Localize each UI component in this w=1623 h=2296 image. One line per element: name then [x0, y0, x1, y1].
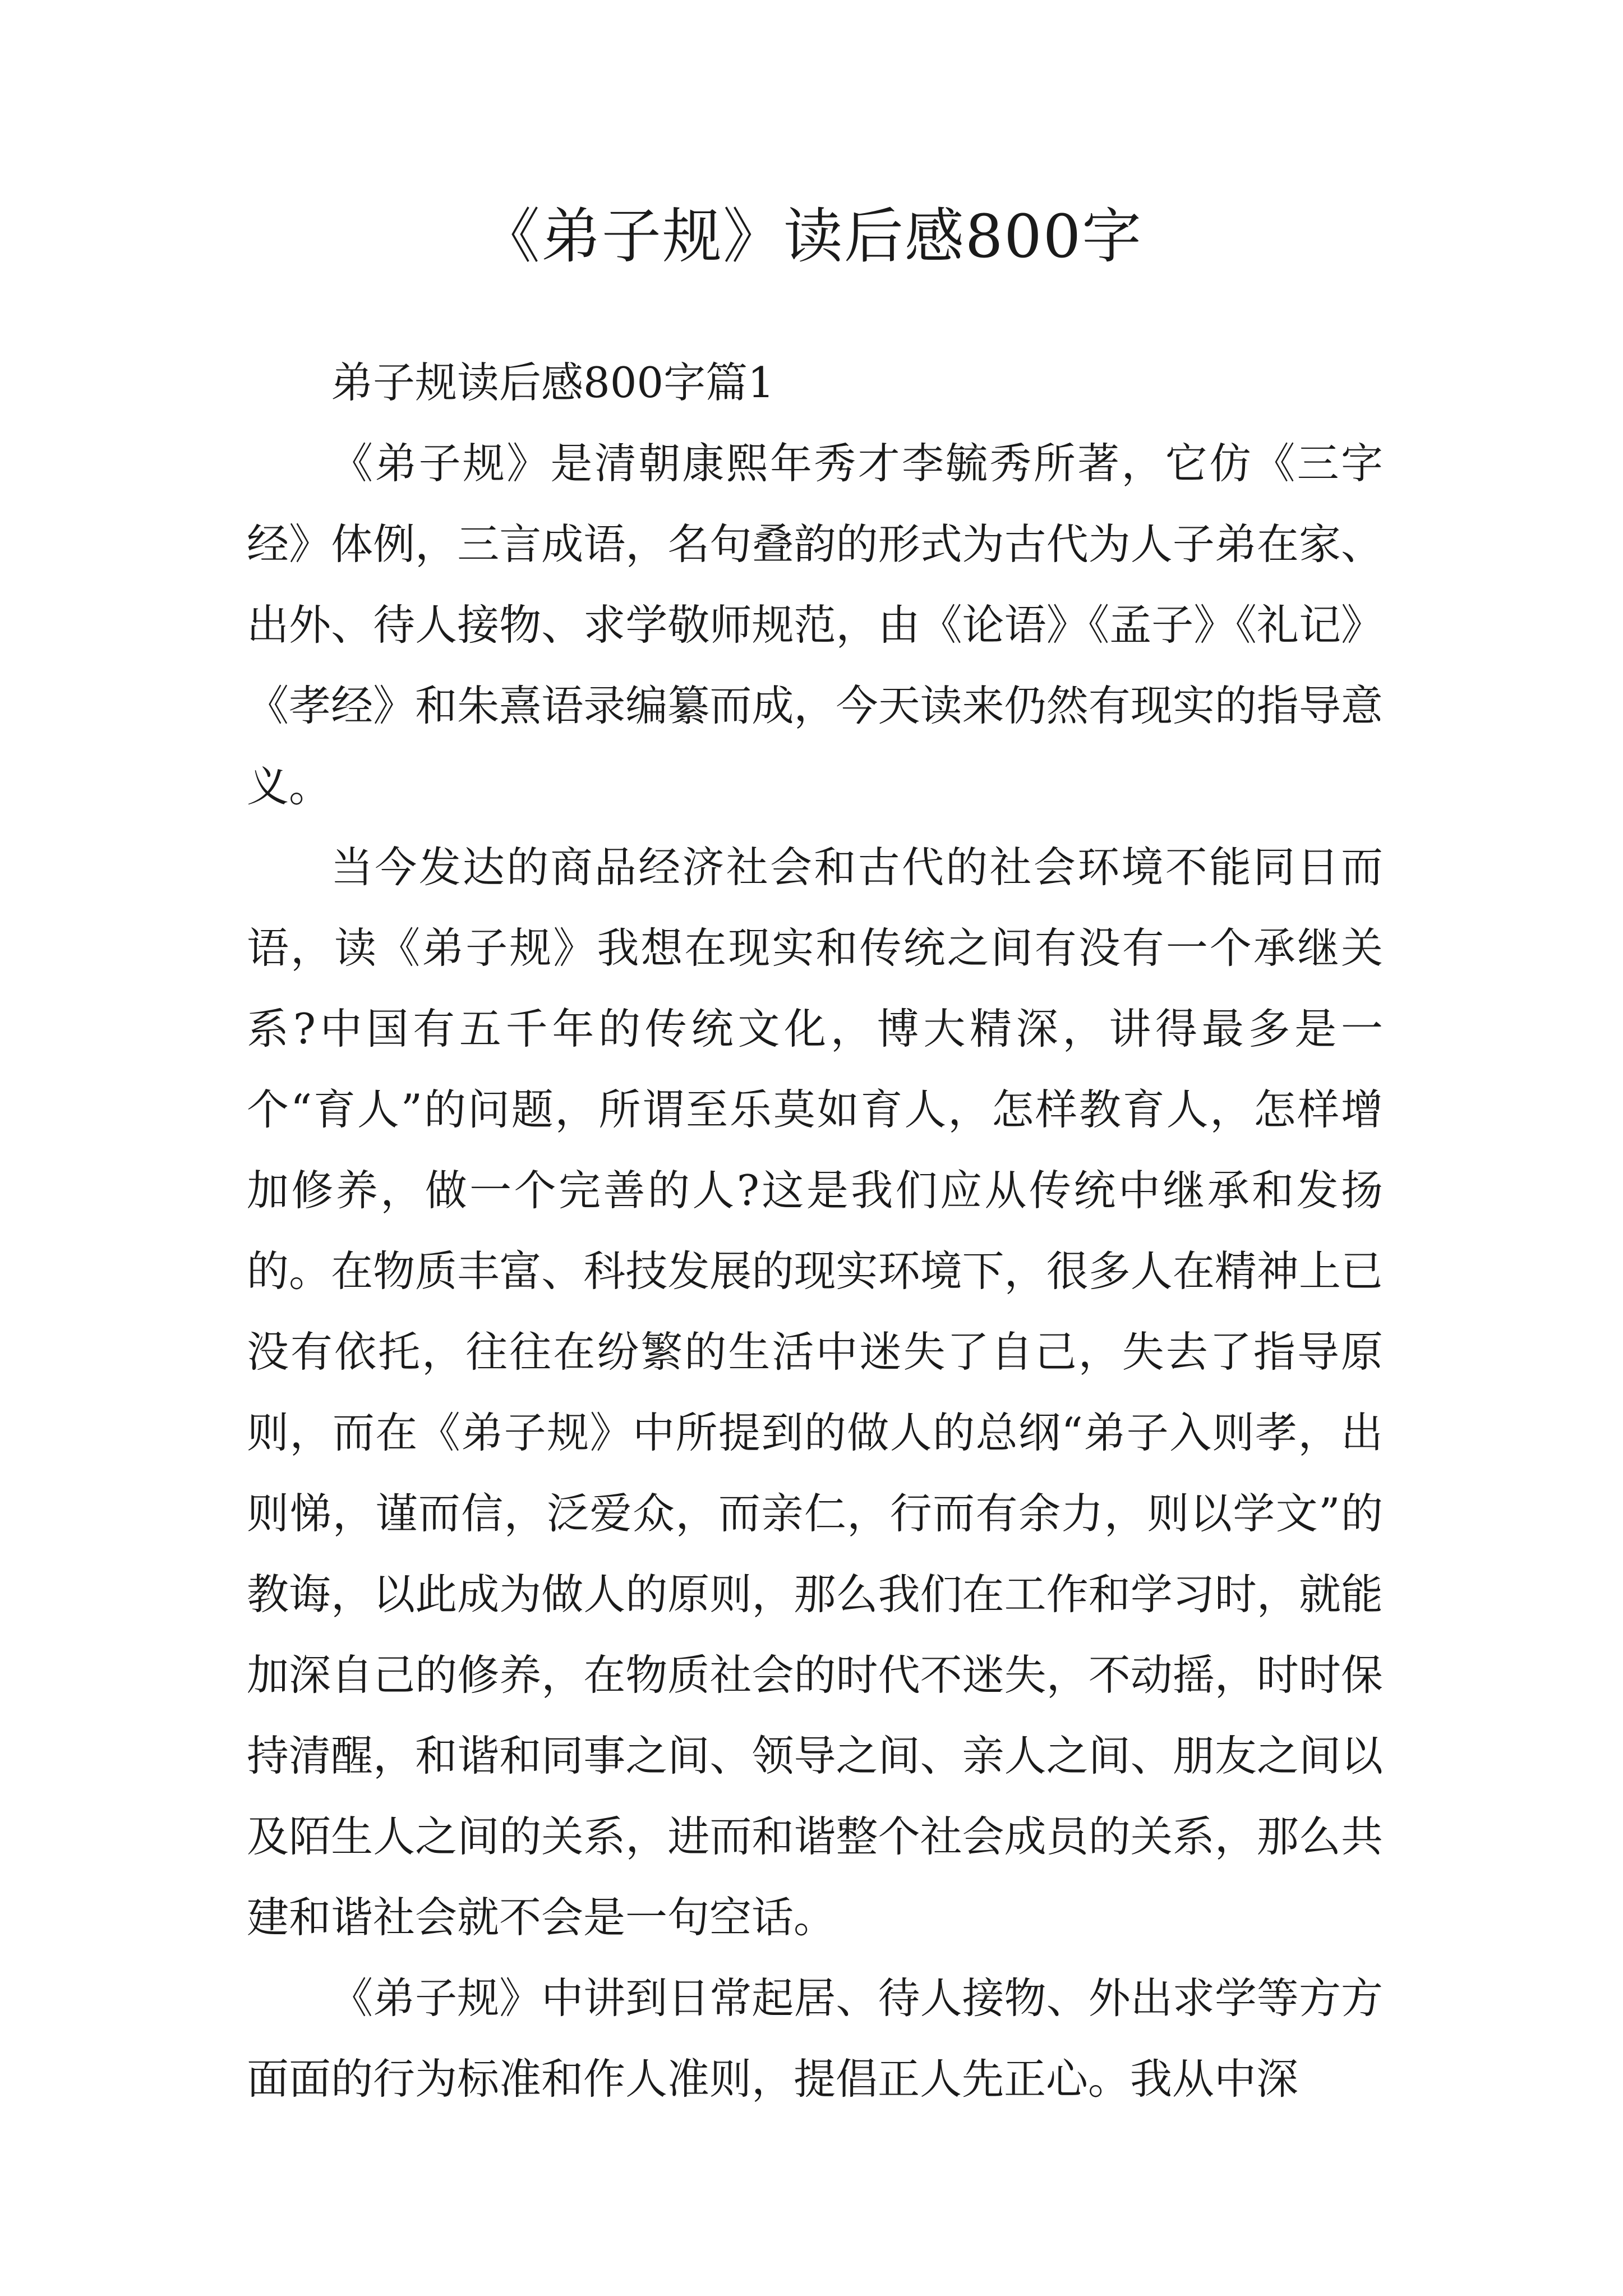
document-body [247, 342, 1383, 2119]
paragraph-3: 《弟子规》中讲到日常起居、待人接物、外出求学等方方面面的行为标准和作人准则，提倡正人先正心。我从中深 [247, 1973, 1383, 2104]
paragraph-2: 当今发达的商品经济社会和古代的社会环境不能同日而语，读《弟子规》我想在现实和传统之间有没有一个承继关系?中国有五千年的传统文化，博大精深，讲得最多是一个“育人”的问题，所谓至乐莫如育人，怎样教育人，怎样增加修养，做一个完善的人?这是我们应从传统中继承和发扬的。在物质丰富、科技发展的现实环境下，很多人在精神上已没有依托，往往在纷繁的生活中迷失了自己，失去了指导原则，而在《弟子规》中所提到的做人的总纲“弟子入则孝，出则悌，谨而信，泛爱众，而亲仁，行而有余力，则以学文”的教诲，以此成为做人的原则，那么我们在工作和学习时，就能加深自己的修养，在物质社会的时代不迷失，不动摇，时时保持清醒，和谐和同事之间、领导之间、亲人之间、朋友之间以及陌生人之间的关系，进而和谐整个社会成员的关系，那么共建和谐社会就不会是一句空话。 [247, 843, 1383, 1942]
document-title: 《弟子规》读后感800字 [480, 202, 1143, 271]
section-heading: 弟子规读后感800字篇1 [331, 358, 774, 407]
paragraph-1: 《弟子规》是清朝康熙年秀才李毓秀所著，它仿《三字经》体例，三言成语，名句叠韵的形式为古代为人子弟在家、出外、待人接物、求学敬师规范，由《论语》《孟子》《礼记》《孝经》和朱熹语录编纂而成，今天读来仍然有现实的指导意义。 [247, 439, 1383, 811]
